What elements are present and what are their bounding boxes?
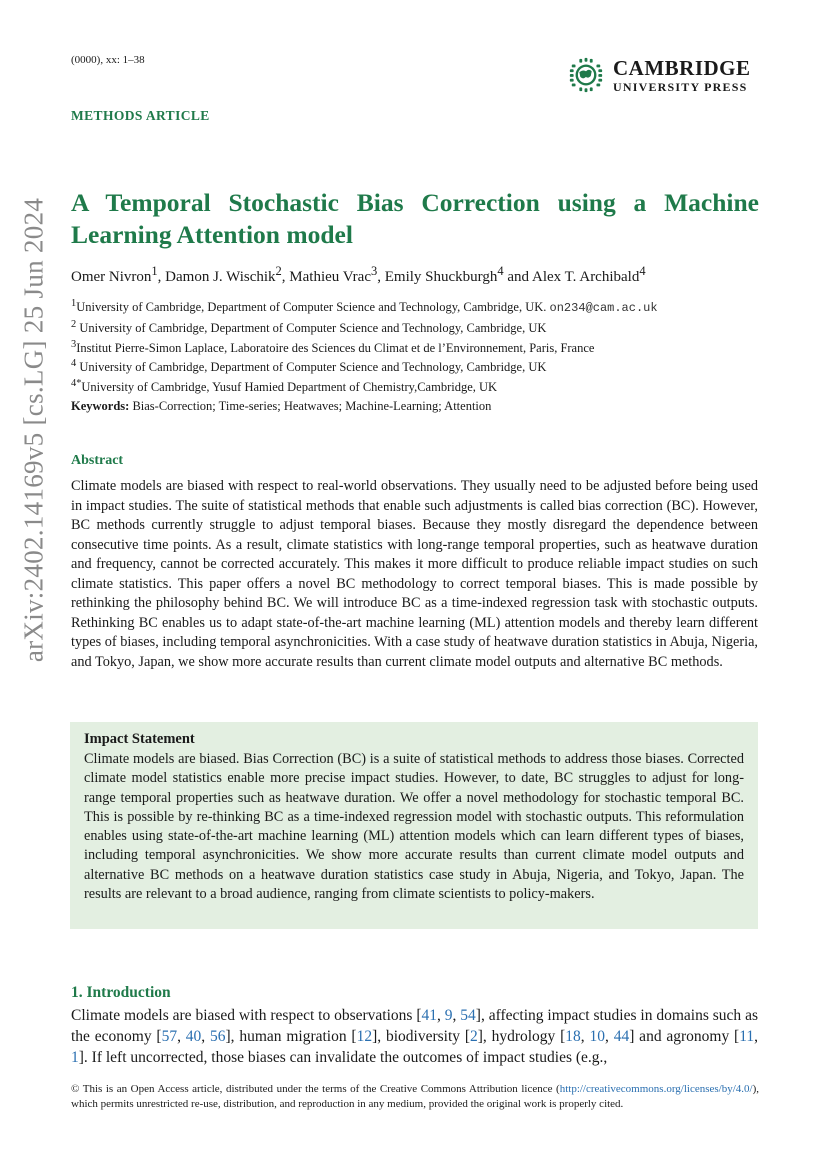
- license-link[interactable]: http://creativecommons.org/licenses/by/4.0/: [559, 1083, 753, 1095]
- body-text: ]. If left uncorrected, those biases can invalidate the outcomes of impact studies (e.g.,: [78, 1049, 608, 1066]
- body-text: ] and agronomy [: [629, 1028, 740, 1045]
- impact-statement-heading: Impact Statement: [84, 731, 195, 747]
- author-name: Emily Shuckburgh: [384, 269, 498, 285]
- citation-link[interactable]: 57: [161, 1028, 178, 1045]
- keywords-label: Keywords:: [71, 399, 130, 413]
- citation-link[interactable]: 44: [613, 1028, 630, 1045]
- citation-link[interactable]: 10: [589, 1028, 605, 1045]
- citation-link[interactable]: 54: [460, 1007, 476, 1024]
- affiliation-item: [71, 337, 658, 357]
- citation-link[interactable]: 12: [356, 1028, 373, 1045]
- publisher-logo[interactable]: [567, 56, 751, 94]
- publisher-name-line1: CAMBRIDGE: [613, 55, 751, 80]
- affiliation-list: [71, 296, 658, 396]
- affiliation-text: University of Cambridge, Department of Computer Science and Technology, Cambridge, UK.: [76, 300, 547, 315]
- author-email-link[interactable]: on234@cam.ac.uk: [549, 301, 658, 316]
- affiliation-item: [71, 356, 658, 376]
- citation-link[interactable]: 2: [469, 1028, 478, 1045]
- author-list: Omer Nivron$^1$, Damon J. Wischik$^2$, Mathieu Vrac$^3$, Emily Shuckburgh$^4$ and Alex T. Archibald$^4$: [71, 264, 646, 285]
- affiliation-item: [71, 296, 658, 317]
- author-affiliation-mark: 2: [275, 264, 282, 278]
- affiliation-mark: 1: [71, 298, 77, 309]
- author-name: Damon J. Wischik: [165, 269, 276, 285]
- citation-link[interactable]: 11: [739, 1028, 755, 1045]
- affiliation-text: University of Cambridge, Yusuf Hamied Department of Chemistry,Cambridge, UK: [81, 380, 498, 395]
- impact-statement-box: [70, 722, 758, 929]
- citation-link[interactable]: 40: [185, 1028, 202, 1045]
- affiliation-text: Institut Pierre-Simon Laplace, Laboratoire des Sciences du Climat et de l’Environnement, Paris, France: [76, 340, 595, 355]
- author-affiliation-mark: 4: [497, 264, 504, 278]
- affiliation-mark: 2: [71, 318, 77, 330]
- citation-link[interactable]: 9: [444, 1007, 453, 1024]
- author-name: Mathieu Vrac: [289, 269, 371, 285]
- impact-statement-text: Climate models are biased. Bias Correction (BC) is a suite of statistical methods to address those biases. Corrected climate model statistics enable more precise impact studies. However, to date, BC struggles to adjust for long-range temporal properties such as heatwave duration. We offer a novel methodology for stochastic temporal BC. This is possible by re-thinking BC as a time-indexed regression model with stochastic outputs. This reformulation enables using state-of-the-art machine learning (ML) attention models which can learn different types of biases, including temporal asynchronicities. We show more accurate results than current climate model outputs and alternative BC methods on a heatwave duration statistics case study in Abuja, Nigeria, and Tokyo, Japan. The results are relevant to a broad audience, ranging from climate scientists to policy-makers.: [84, 751, 744, 903]
- license-text: © This is an Open Access article, distributed under the terms of the Creative Commons Attribution licence (: [71, 1083, 560, 1095]
- author-name: Omer Nivron: [71, 269, 152, 285]
- article-type-label: METHODS ARTICLE: [71, 108, 210, 123]
- abstract-heading: Abstract: [71, 453, 124, 468]
- affiliation-mark: 3: [71, 338, 77, 350]
- journal-reference: (0000), xx: 1–38: [71, 54, 145, 66]
- keywords-text: Bias-Correction; Time-series; Heatwaves; Machine-Learning; Attention: [132, 399, 492, 413]
- body-text: ], hydrology [: [477, 1028, 566, 1045]
- citation-link[interactable]: 1: [71, 1049, 79, 1066]
- arxiv-identifier: arXiv:2402.14169v5 [cs.LG] 25 Jun 2024: [18, 197, 49, 663]
- author-affiliation-mark: 3: [371, 264, 378, 278]
- publisher-name-line2: UNIVERSITY PRESS: [613, 79, 748, 94]
- license-text: ), which permits unrestricted re-use, distribution, and reproduction in any medium, provided the original work is properly cited.: [71, 1083, 759, 1110]
- affiliation-text: University of Cambridge, Department of Computer Science and Technology, Cambridge, UK: [79, 320, 547, 335]
- keywords-line: [71, 399, 491, 414]
- body-text: ], biodiversity [: [372, 1028, 470, 1045]
- citation-link[interactable]: 18: [565, 1028, 581, 1045]
- section-heading-introduction: 1. Introduction: [71, 984, 171, 1001]
- globe-in-laurel-icon: [567, 56, 605, 94]
- affiliation-mark: 4: [71, 358, 77, 370]
- affiliation-mark: 4*: [71, 378, 82, 389]
- author-affiliation-mark: 4: [639, 264, 646, 278]
- author-name: Alex T. Archibald: [532, 269, 640, 285]
- introduction-paragraph: Climate models are biased with respect to observations [41, 9, 54], affecting impact studies in domains such as the economy [57, 40, 56], human migration [12], biodiversity [2], hydrology [18, 10, 44] and agronomy [11, 1]. If left uncorrected, those biases can invalidate the outcomes of impact studies (e.g.,: [71, 1007, 759, 1066]
- citation-link[interactable]: 56: [209, 1028, 226, 1045]
- body-text: Climate models are biased with respect to observations [: [71, 1007, 422, 1024]
- license-footer: [71, 1082, 759, 1111]
- abstract-text: Climate models are biased with respect to real-world observations. They usually need to be adjusted before being used in impact studies. The suite of statistical methods that enable such adjustments is called bias correction (BC). However, BC methods currently struggle to adjust temporal biases. Because they mostly disregard the dependence between consecutive time points. As a result, climate statistics with long-range temporal properties, such as heatwave duration and frequency, cannot be corrected accurately. This makes it more difficult to produce reliable impact studies on such climate statistics. This paper offers a novel BC methodology to correct temporal biases. This is made possible by rethinking the philosophy behind BC. We will introduce BC as a time-indexed regression task with stochastic outputs. Rethinking BC enables us to adapt state-of-the-art machine learning (ML) attention models and thereby learn different types of biases, including temporal asynchronicities. With a case study of heatwave duration statistics in Abuja, Nigeria, and Tokyo, Japan, we show more accurate results than current climate model outputs and alternative BC methods.: [71, 478, 758, 670]
- author-affiliation-mark: 1: [151, 264, 158, 278]
- body-text: ], affecting impact studies in domains such as the economy [: [71, 1007, 758, 1045]
- body-text: ], human migration [: [225, 1028, 357, 1045]
- affiliation-item: [71, 376, 658, 396]
- citation-link[interactable]: 41: [421, 1007, 437, 1024]
- author-conjunction: and: [507, 269, 530, 285]
- paper-title: A Temporal Stochastic Bias Correction using a Machine Learning Attention model: [71, 188, 759, 249]
- affiliation-item: [71, 317, 658, 337]
- affiliation-text: University of Cambridge, Department of Computer Science and Technology, Cambridge, UK: [79, 360, 547, 375]
